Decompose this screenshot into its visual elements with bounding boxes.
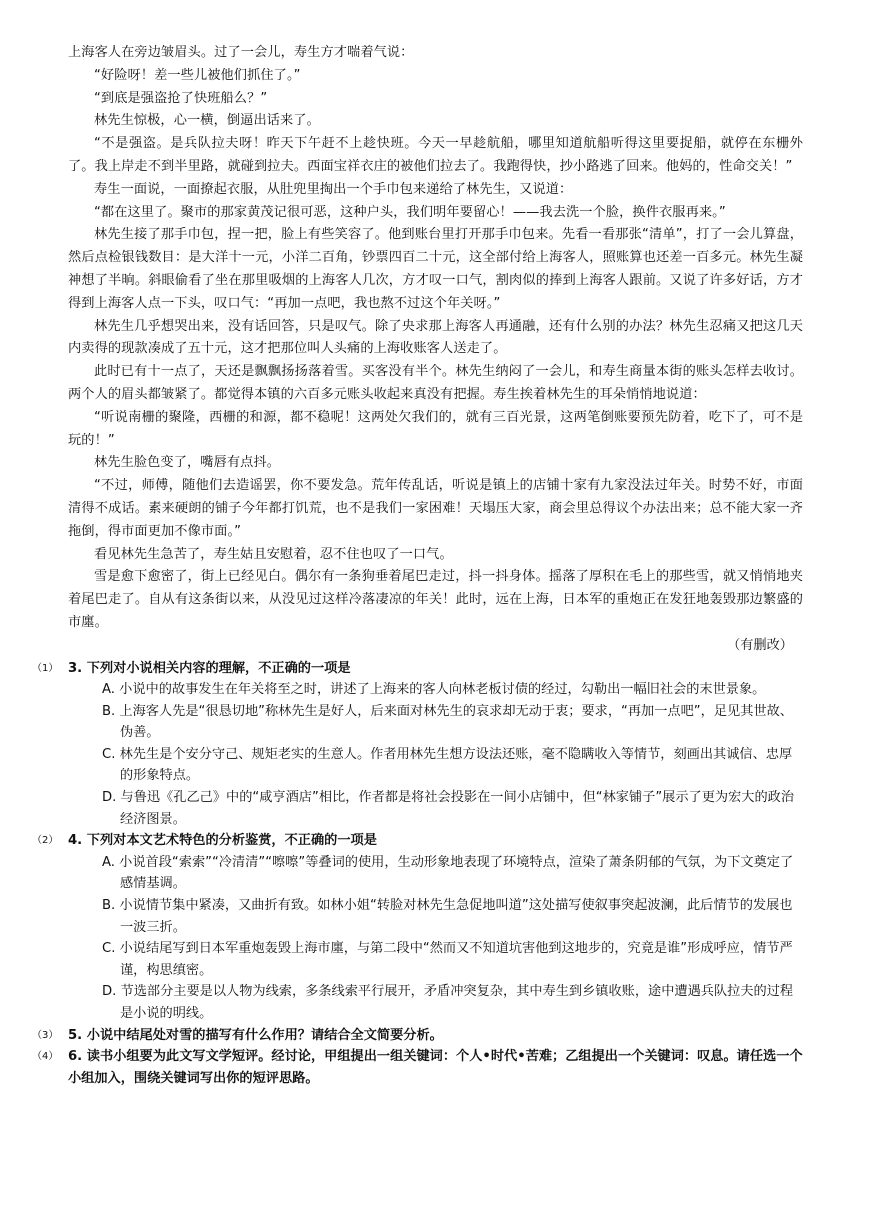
- reading-passage: [32, 42, 803, 1089]
- passage-paragraph: 林先生几乎想哭出来，没有话回答，只是叹气。除了央求那上海客人再通融，还有什么别的办法？林先生忍痛又把这几天内卖得的现款凑成了五十元，这才把那位叫人头痛的上海收账客人送走了。: [68, 318, 803, 357]
- passage-paragraph: “不是强盗。是兵队拉夫呀！昨天下午赶不上趁快班。今天一早趁航船，哪里知道航船听得这里要捉船，就停在东栅外了。我上岸走不到半里路，就碰到拉夫。西面宝祥衣庄的被他们拉去了。我跑得快，抄小路逃了回来。他妈的，性命交关！”: [68, 136, 803, 174]
- question-number: （3）: [32, 1029, 59, 1041]
- passage-paragraphs: [68, 42, 803, 635]
- question-number: （2）: [32, 835, 59, 847]
- passage-paragraph: 上海客人在旁边皱眉头。过了一会儿，寿生方才喘着气说：: [68, 45, 414, 60]
- passage-paragraph: 林先生惊极，心一横，倒逼出话来了。: [94, 113, 320, 129]
- passage-paragraph: “都在这里了。聚市的那家黄茂记很可恶，这种户头，我们明年要留心！——我去洗一个脸，换件衣服再来。”: [94, 204, 726, 220]
- answer-option: A. 小说中的故事发生在年关将至之时，讲述了上海来的客人向林老板讨债的经过，勾勒出一幅旧社会的末世景象。: [102, 682, 766, 698]
- question-text: 5. 小说中结尾处对雪的描写有什么作用？请结合全文简要分析。: [68, 1027, 443, 1043]
- source-note: （有删改）: [727, 637, 793, 653]
- question-block: [32, 1046, 803, 1089]
- answer-option: D. 与鲁迅《孔乙己》中的“咸亨酒店”相比，作者都是将社会投影在一间小店铺中，但“林家铺子”展示了更为宏大的政治经济图景。: [102, 790, 795, 827]
- passage-paragraph: “不过，师傅，随他们去造谣罢，你不要发急。荒年传乱话，听说是镇上的店铺十家有九家没法过年关。时势不好，市面清得不成话。素来硬朗的铺子今年都打饥荒，也不是我们一家困难！天塌压大家，商会里总得议个办法出来；总不能大家一齐拖倒，得市面更加不像市面。”: [68, 478, 803, 539]
- question-text: 4. 下列对本文艺术特色的分析鉴赏，不正确的一项是: [68, 833, 377, 849]
- question-title: [32, 1025, 803, 1047]
- question-block: [32, 830, 803, 1024]
- question-title: [32, 830, 803, 852]
- passage-paragraph: 寿生一面说，一面撩起衣服，从肚兜里掏出一个手巾包来递给了林先生，又说道：: [94, 181, 573, 197]
- question-number: （4）: [32, 1051, 59, 1063]
- answer-option: D. 节选部分主要是以人物为线索，多条线索平行展开，矛盾冲突复杂，其中寿生到乡镇收账，途中遭遇兵队拉夫的过程是小说的明线。: [102, 984, 794, 1022]
- question-title: [32, 658, 803, 680]
- question-title: [32, 1046, 803, 1089]
- passage-paragraph: 看见林先生急苦了，寿生姑且安慰着，忍不住也叹了一口气。: [94, 546, 453, 562]
- question-text: 3. 下列对小说相关内容的理解，不正确的一项是: [68, 660, 351, 676]
- question-block: [32, 658, 803, 831]
- passage-paragraph: 林先生接了那手巾包，捏一把，脸上有些笑容了。他到账台里打开那手巾包来。先看一看那张“清单”，打了一会儿算盘，然后点检银钱数目：是大洋十一元，小洋二百角，钞票四百二十元，这全部付给上海客人，照账算也还差一百多元。林先生凝神想了半晌。斜眼偷看了坐在那里吸烟的上海客人几次，方才叹一口气，割肉似的捧到上海客人跟前。又说了许多好话，方才得到上海客人点一下头，叹口气：“再加一点吧，我也熬不过这个年关呀。”: [68, 227, 803, 311]
- question-list: [32, 658, 803, 1090]
- answer-option: C. 林先生是个安分守己、规矩老实的生意人。作者用林先生想方设法还账，毫不隐瞒收入等情节，刻画出其诚信、忠厚的形象特点。: [102, 746, 793, 784]
- question-block: [32, 1025, 803, 1047]
- passage-paragraph: “好险呀！差一些儿被他们抓住了。”: [94, 67, 301, 83]
- question-number: （1）: [32, 662, 59, 674]
- answer-option: B. 小说情节集中紧凑，又曲折有致。如林小姐“转脸对林先生急促地叫道”这处描写使叙事突起波澜，此后情节的发展也一波三折。: [102, 898, 793, 935]
- passage-paragraph: “到底是强盗抢了快班船么？”: [94, 90, 268, 106]
- answer-option: A. 小说首段“索索”“冷清清”“嚓嚓”等叠词的使用，生动形象地表现了环境特点，渲染了萧条阴郁的气氛，为下文奠定了感情基调。: [102, 854, 794, 892]
- passage-paragraph: 此时已有十一点了，天还是飘飘扬扬落着雪。买客没有半个。林先生纳闷了一会儿，和寿生商量本街的账头怎样去收讨。两个人的眉头都皱紧了。都觉得本镇的六百多元账头收起来真没有把握。寿生挨着林先生的耳朵悄悄地说道：: [68, 364, 803, 402]
- passage-paragraph: 林先生脸色变了，嘴唇有点抖。: [94, 455, 281, 471]
- passage-paragraph: 雪是愈下愈密了，街上已经见白。偶尔有一条狗垂着尾巴走过，抖一抖身体。摇落了厚积在毛上的那些雪，就又悄悄地夹着尾巴走了。自从有这条街以来，从没见过这样冷落凄凉的年关！此时，远在上海，日本军的重炮正在发狂地轰毁那边繁盛的市廛。: [68, 569, 803, 630]
- question-text: 6. 读书小组要为此文写文学短评。经讨论，甲组提出一组关键词：个人•时代•苦难；乙组提出一个关键词：叹息。请任选一个小组加入，围绕关键词写出你的短评思路。: [68, 1049, 803, 1086]
- passage-paragraph: “听说南栅的聚隆，西栅的和源，都不稳呢！这两处欠我们的，就有三百光景，这两笔倒账要预先防着，吃下了，可不是玩的！”: [68, 409, 803, 448]
- answer-option: B. 上海客人先是“很恳切地”称林先生是好人，后来面对林先生的哀求却无动于衷；要求，“再加一点吧”，足见其世故、伪善。: [102, 703, 793, 741]
- answer-option: C. 小说结尾写到日本军重炮轰毁上海市廛，与第二段中“然而又不知道坑害他到这地步的，究竟是谁”形成呼应，情节严谨，构思缜密。: [102, 941, 793, 978]
